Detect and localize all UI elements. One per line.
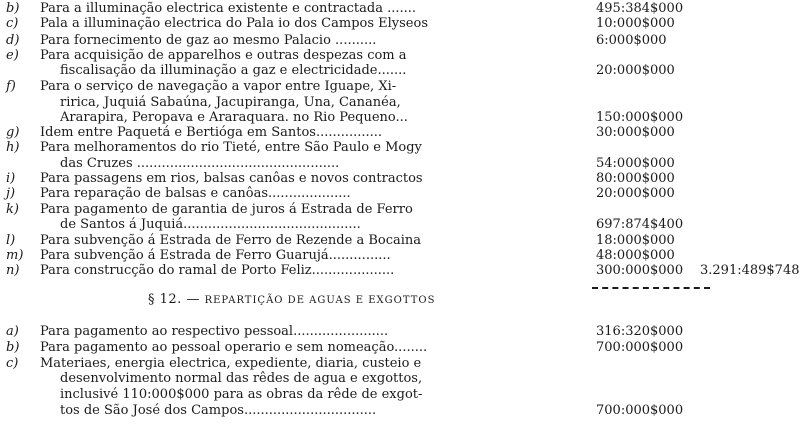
item-description: Para subvenção á Estrada de Ferro Guarujá...............: [40, 248, 391, 263]
item-description: Para subvenção á Estrada de Ferro de Rezende a Bocaina: [40, 233, 422, 248]
item-amount: 48:000$000: [596, 248, 675, 263]
item-letter: f): [6, 79, 16, 94]
item-description: Ararapira, Peropava e Araraquara. no Rio Pequeno...: [60, 110, 408, 125]
item-description: Para pagamento ao pessoal operario e sem nomeação........: [40, 340, 428, 355]
item-amount: 54:000$000: [596, 156, 675, 171]
item-letter: g): [6, 125, 20, 140]
item-description: desenvolvimento normal das rêdes de agua e exgottos,: [60, 371, 423, 386]
item-description: de Santos á Juquiá...........................................: [60, 217, 361, 232]
item-amount: 30:000$000: [596, 125, 675, 140]
item-letter: d): [6, 33, 20, 48]
item-description: fiscalisação da illuminação a gaz e electricidade.......: [60, 63, 407, 78]
item-description: Para melhoramentos do rio Tieté, entre São Paulo e Mogy: [40, 140, 422, 155]
item-description: Para reparação de balsas e canôas....................: [40, 186, 351, 201]
item-description: Para passagens em rios, balsas canôas e novos contractos: [40, 171, 423, 186]
total-rule: [592, 287, 710, 289]
item-description: tos de São José dos Campos................................: [60, 403, 377, 418]
item-description: Para acquisição de apparelhos e outras despezas com a: [40, 48, 407, 63]
item-letter: m): [6, 248, 24, 263]
item-letter: e): [6, 48, 19, 63]
item-description: Para a illuminação electrica existente e contractada .......: [40, 1, 416, 16]
item-description: Para pagamento ao respectivo pessoal.......................: [40, 324, 389, 339]
item-description: Para pagamento de garantia de juros á Estrada de Ferro: [40, 202, 413, 217]
item-amount: 80:000$000: [596, 171, 675, 186]
item-description: Para o serviço de navegação a vapor entre Iguape, Xi-: [40, 79, 397, 94]
item-amount: 700:000$000: [596, 403, 684, 418]
item-letter: i): [6, 171, 16, 186]
item-description: Materiaes, energia electrica, expediente, diaria, custeio e: [40, 356, 422, 371]
section-number: § 12. —: [148, 292, 200, 307]
item-letter: n): [6, 263, 20, 278]
item-letter: j): [6, 186, 16, 201]
item-description: Idem entre Paquetá e Bertióga em Santos................: [40, 125, 383, 140]
section-total: 3.291:489$748: [700, 263, 800, 278]
item-letter: l): [6, 233, 16, 248]
section-title: REPARTIÇÃO DE AGUAS E EXGOTTOS: [204, 295, 436, 306]
item-letter: c): [6, 356, 19, 371]
item-description: ririca, Juquiá Sabaúna, Jacupiranga, Una, Cananéa,: [60, 95, 401, 110]
item-amount: 150:000$000: [596, 110, 684, 125]
item-description: inclusivé 110:000$000 para as obras da rêde de exgot-: [60, 387, 423, 402]
item-amount: 316:320$000: [596, 324, 684, 339]
item-letter: c): [6, 16, 19, 31]
item-amount: 20:000$000: [596, 186, 675, 201]
item-amount: 10:000$000: [596, 16, 675, 31]
item-letter: h): [6, 140, 20, 155]
item-amount: 495:384$000: [596, 1, 684, 16]
item-description: Para construcção do ramal de Porto Feliz....................: [40, 263, 395, 278]
item-letter: k): [6, 202, 19, 217]
item-amount: 700:000$000: [596, 340, 684, 355]
item-amount: 300:000$000: [596, 263, 684, 278]
item-amount: 6:000$000: [596, 33, 667, 48]
item-letter: a): [6, 324, 19, 339]
item-amount: 20:000$000: [596, 63, 675, 78]
item-description: Para fornecimento de gaz ao mesmo Palacio ..........: [40, 33, 377, 48]
item-amount: 697:874$400: [596, 217, 684, 232]
item-description: das Cruzes .................................................: [60, 156, 340, 171]
item-description: Pala a illuminação electrica do Pala io dos Campos Elyseos: [40, 16, 429, 31]
section-heading: [148, 292, 435, 308]
item-amount: 18:000$000: [596, 233, 675, 248]
item-letter: b): [6, 1, 20, 16]
item-letter: b): [6, 340, 20, 355]
